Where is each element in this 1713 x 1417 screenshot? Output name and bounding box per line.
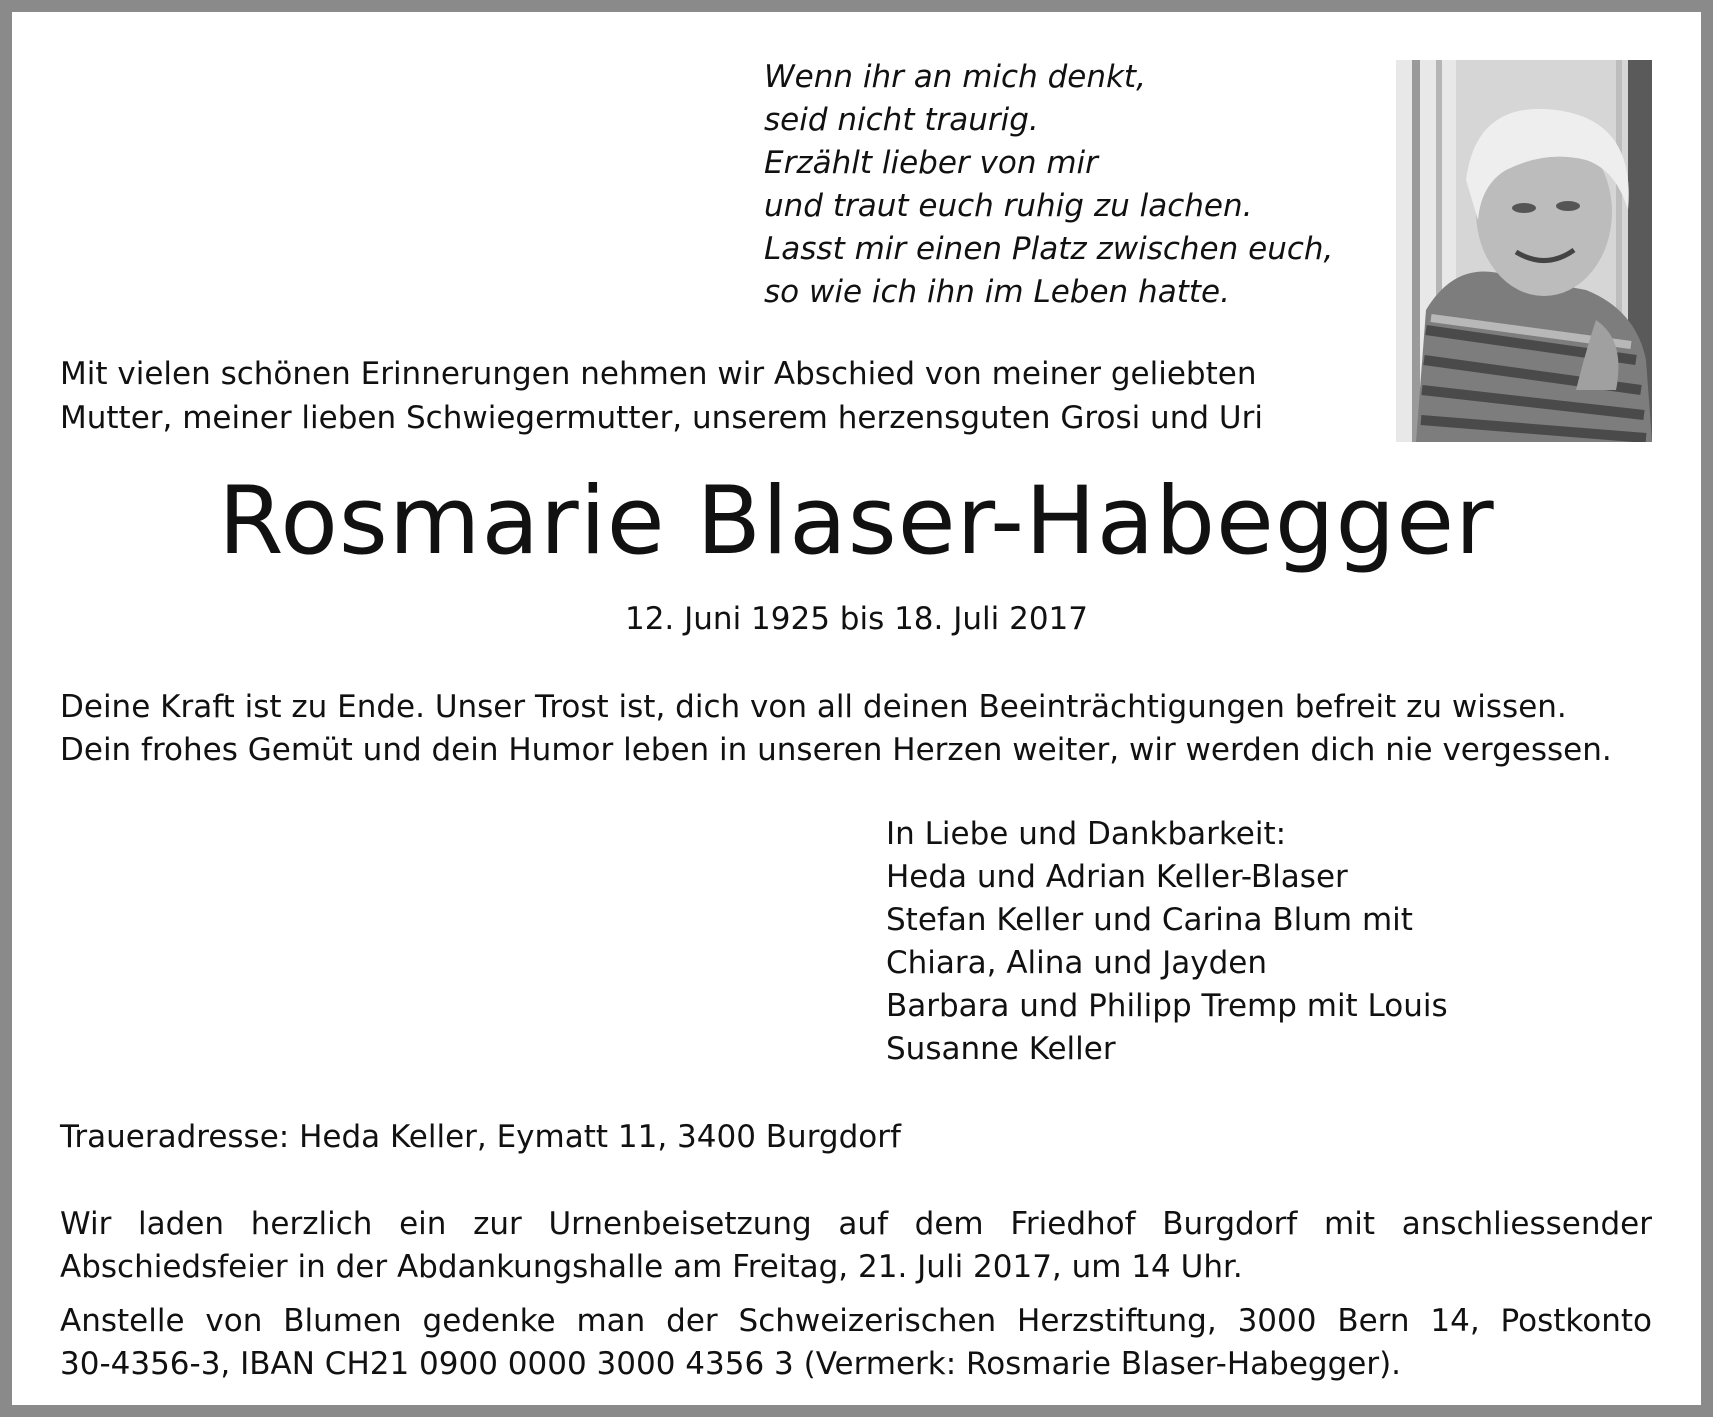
signatories [886, 813, 1586, 1071]
portrait-photo [1396, 60, 1652, 442]
donation-note [60, 1300, 1652, 1386]
funeral-invitation [60, 1203, 1652, 1289]
farewell-line: Deine Kraft ist zu Ende. Unser Trost ist, dich von all deinen Beeinträchtigungen befreit zu wissen. [60, 689, 1567, 725]
intro-line: Mit vielen schönen Erinnerungen nehmen wir Abschied von meiner geliebten [60, 356, 1257, 392]
poem-line: Lasst mir einen Platz zwischen euch, [764, 231, 1334, 267]
signatory-line: In Liebe und Dankbarkeit: [886, 816, 1287, 852]
mourning-address: Traueradresse: Heda Keller, Eymatt 11, 3400 Burgdorf [60, 1119, 901, 1155]
signatory-line: Chiara, Alina und Jayden [886, 945, 1267, 981]
donation-line: Anstelle von Blumen gedenke man der Schweizerischen Herzstiftung, 3000 Bern 14, Postkonto [60, 1303, 1652, 1339]
poem-line: so wie ich ihn im Leben hatte. [764, 274, 1230, 310]
farewell-text [60, 686, 1660, 772]
signatory-line: Susanne Keller [886, 1031, 1116, 1067]
obituary-notice [12, 12, 1701, 1405]
life-dates: 12. Juni 1925 bis 18. Juli 2017 [624, 601, 1089, 637]
poem-line: Erzählt lieber von mir [764, 145, 1098, 181]
farewell-line: Dein frohes Gemüt und dein Humor leben in unseren Herzen weiter, wir werden dich nie vergessen. [60, 732, 1612, 768]
signatory-line: Stefan Keller und Carina Blum mit [886, 902, 1413, 938]
deceased-name: Rosmarie Blaser-Habegger [218, 467, 1495, 576]
invitation-line: Wir laden herzlich ein zur Urnenbeisetzung auf dem Friedhof Burgdorf mit anschliessender [60, 1206, 1652, 1242]
donation-line: 30-4356-3, IBAN CH21 0900 0000 3000 4356 3 (Vermerk: Rosmarie Blaser-Habegger). [60, 1346, 1402, 1382]
signatory-line: Barbara und Philipp Tremp mit Louis [886, 988, 1448, 1024]
poem-line: und traut euch ruhig zu lachen. [764, 188, 1253, 224]
intro-text [60, 352, 1360, 440]
poem-line: Wenn ihr an mich denkt, [764, 59, 1146, 95]
poem-line: seid nicht traurig. [764, 102, 1039, 138]
intro-line: Mutter, meiner lieben Schwiegermutter, unserem herzensguten Grosi und Uri [60, 400, 1263, 436]
memorial-poem [764, 56, 1364, 314]
signatory-line: Heda und Adrian Keller-Blaser [886, 859, 1348, 895]
invitation-line: Abschiedsfeier in der Abdankungshalle am Freitag, 21. Juli 2017, um 14 Uhr. [60, 1249, 1243, 1285]
